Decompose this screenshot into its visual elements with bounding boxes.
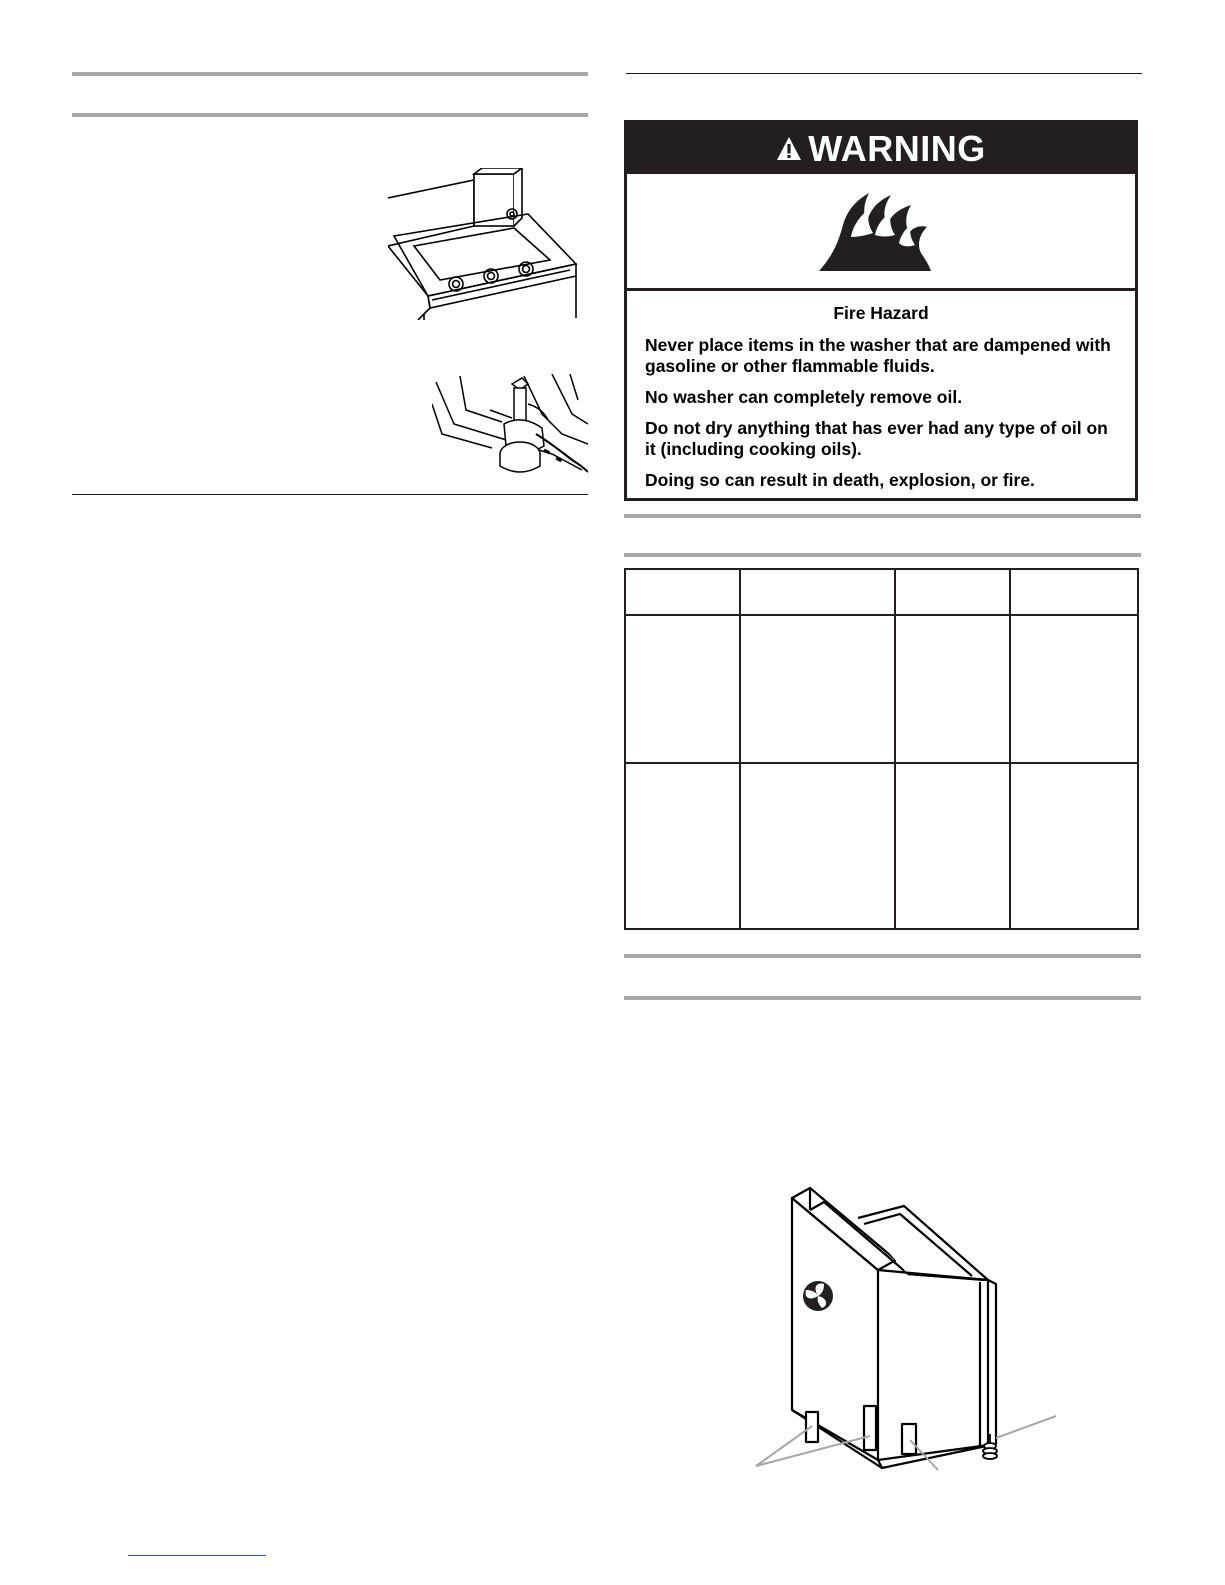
table-border xyxy=(624,928,1139,930)
left-section-rule-top xyxy=(72,72,588,76)
table-border xyxy=(1137,568,1139,930)
warning-paragraph: Doing so can result in death, explosion, or fire. xyxy=(645,470,1035,490)
hazard-title: Fire Hazard xyxy=(833,303,929,323)
warning-paragraph: No washer can completely remove oil. xyxy=(645,387,963,407)
washer-rear-illustration xyxy=(748,1180,1060,1476)
fire-icon xyxy=(817,191,933,273)
water-valve-illustration xyxy=(432,374,588,474)
right-section-rule xyxy=(624,514,1141,518)
warning-header xyxy=(627,123,1135,174)
blank-table xyxy=(624,568,1139,930)
table-column-divider xyxy=(1009,568,1011,930)
table-border xyxy=(624,568,626,930)
warning-title: WARNING xyxy=(808,127,986,169)
table-border xyxy=(624,568,1139,570)
right-top-rule xyxy=(626,73,1142,74)
left-column-divider xyxy=(72,494,588,495)
fire-hazard-warning-box xyxy=(624,120,1138,501)
warning-paragraph: Do not dry anything that has ever had any type of oil on it (including cooking oils). xyxy=(645,418,1108,459)
footer-link-underline[interactable] xyxy=(128,1555,266,1556)
warning-symbol-area xyxy=(627,174,1135,291)
exhaust-fan-icon xyxy=(803,1281,833,1311)
washer-top-illustration xyxy=(388,168,588,320)
table-column-divider xyxy=(739,568,741,930)
left-section-rule-bottom xyxy=(72,113,588,117)
table-column-divider xyxy=(894,568,896,930)
alert-triangle-icon xyxy=(776,136,802,162)
right-section-rule xyxy=(624,954,1141,958)
right-section-rule xyxy=(624,996,1141,1000)
right-section-rule xyxy=(624,553,1141,557)
warning-paragraph: Never place items in the washer that are dampened with gasoline or other flammable fluids. xyxy=(645,335,1111,376)
warning-text xyxy=(627,291,1135,491)
table-row-divider xyxy=(624,614,1139,616)
table-row-divider xyxy=(624,762,1139,764)
